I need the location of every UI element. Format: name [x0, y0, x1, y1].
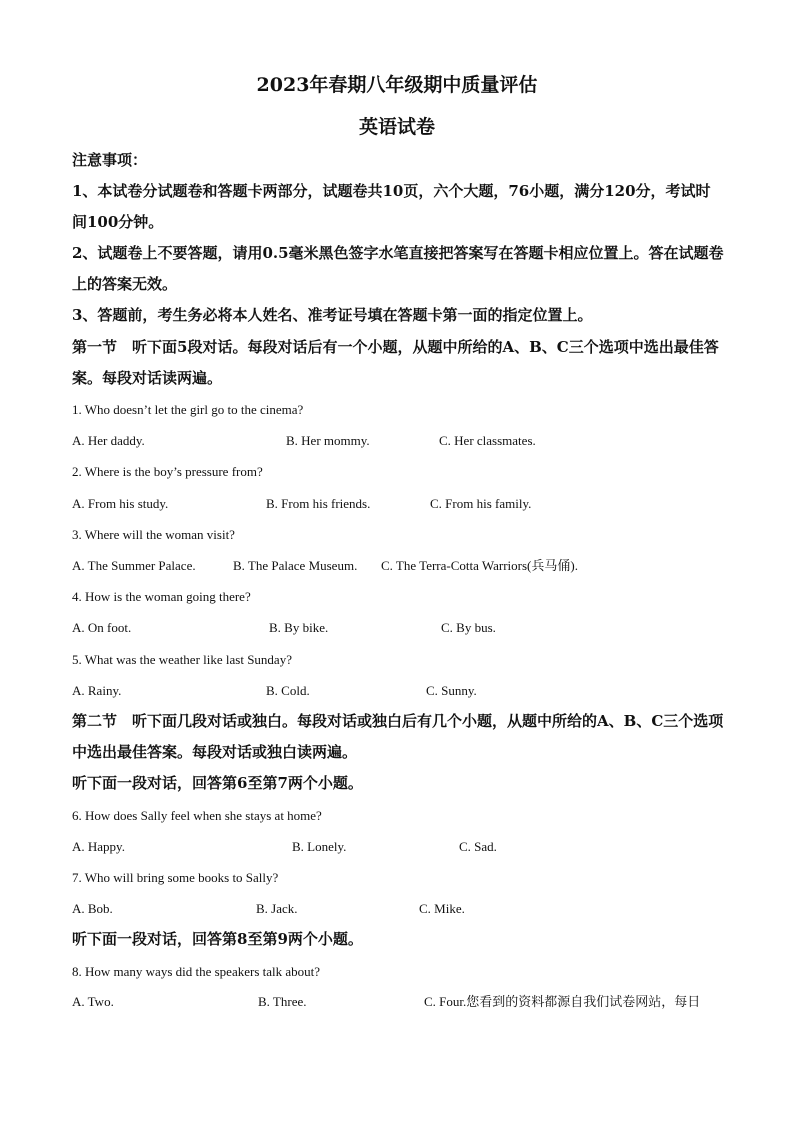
- notes-heading: 注意事项：: [72, 151, 148, 169]
- q7-option-a: A. Bob.: [72, 901, 113, 916]
- note-2: 2、试题卷上不要答题，请用0.5毫米黑色签字水笔直接把答案写在答题卡相应位置上。答在试题卷上的答案无效。: [72, 244, 724, 293]
- question-1: 1. Who doesn’t let the girl go to the cinema?: [72, 402, 304, 417]
- q1-option-a: A. Her daddy.: [72, 433, 145, 448]
- q3-option-a: A. The Summer Palace.: [72, 558, 196, 573]
- section2-instruction: 第二节 听下面几段对话或独白。每段对话或独白后有几个小题，从题中所给的A、B、C三个选项中选出最佳答案。每段对话或独白读两遍。: [72, 712, 724, 761]
- section2-sub1: 听下面一段对话，回答第6至第7两个小题。: [72, 774, 363, 792]
- q6-option-c: C. Sad.: [459, 839, 497, 854]
- section1-instruction: 第一节 听下面5段对话。每段对话后有一个小题，从题中所给的A、B、C三个选项中选出最佳答案。每段对话读两遍。: [72, 338, 719, 387]
- q4-option-b: B. By bike.: [269, 620, 329, 635]
- q1-option-b: B. Her mommy.: [286, 433, 370, 448]
- q8-option-a: A. Two.: [72, 994, 114, 1009]
- question-2: 2. Where is the boy’s pressure from?: [72, 464, 263, 479]
- q3-option-c: C. The Terra-Cotta Warriors(兵马俑).: [381, 558, 578, 573]
- q5-option-b: B. Cold.: [266, 683, 310, 698]
- q2-option-a: A. From his study.: [72, 496, 169, 511]
- q6-option-b: B. Lonely.: [292, 839, 347, 854]
- note-3: 3、答题前，考生务必将本人姓名、准考证号填在答题卡第一面的指定位置上。: [72, 306, 593, 324]
- page-subtitle: 英语试卷: [358, 116, 435, 138]
- q3-option-b: B. The Palace Museum.: [233, 558, 358, 573]
- q7-option-b: B. Jack.: [256, 901, 298, 916]
- section2-sub2: 听下面一段对话，回答第8至第9两个小题。: [72, 930, 363, 948]
- question-7: 7. Who will bring some books to Sally?: [72, 870, 279, 885]
- q1-option-c: C. Her classmates.: [439, 433, 536, 448]
- question-6: 6. How does Sally feel when she stays at home?: [72, 808, 322, 823]
- question-3: 3. Where will the woman visit?: [72, 527, 235, 542]
- q2-option-b: B. From his friends.: [266, 496, 371, 511]
- question-5: 5. What was the weather like last Sunday?: [72, 652, 292, 667]
- q5-option-a: A. Rainy.: [72, 683, 122, 698]
- q2-option-c: C. From his family.: [430, 496, 532, 511]
- question-8: 8. How many ways did the speakers talk about?: [72, 964, 321, 979]
- q5-option-c: C. Sunny.: [426, 683, 477, 698]
- q7-option-c: C. Mike.: [419, 901, 465, 916]
- q8-option-c: C. Four.您看到的资料都源自我们试卷网站，每日: [424, 994, 701, 1009]
- q4-option-c: C. By bus.: [441, 620, 496, 635]
- question-4: 4. How is the woman going there?: [72, 589, 251, 604]
- note-1: 1、本试卷分试题卷和答题卡两部分，试题卷共10页，六个大题，76小题，满分120分，考试时间100分钟。: [72, 182, 711, 231]
- q8-option-b: B. Three.: [258, 994, 307, 1009]
- q6-option-a: A. Happy.: [72, 839, 125, 854]
- q4-option-a: A. On foot.: [72, 620, 132, 635]
- page-title: 2023年春期八年级期中质量评估: [256, 74, 538, 96]
